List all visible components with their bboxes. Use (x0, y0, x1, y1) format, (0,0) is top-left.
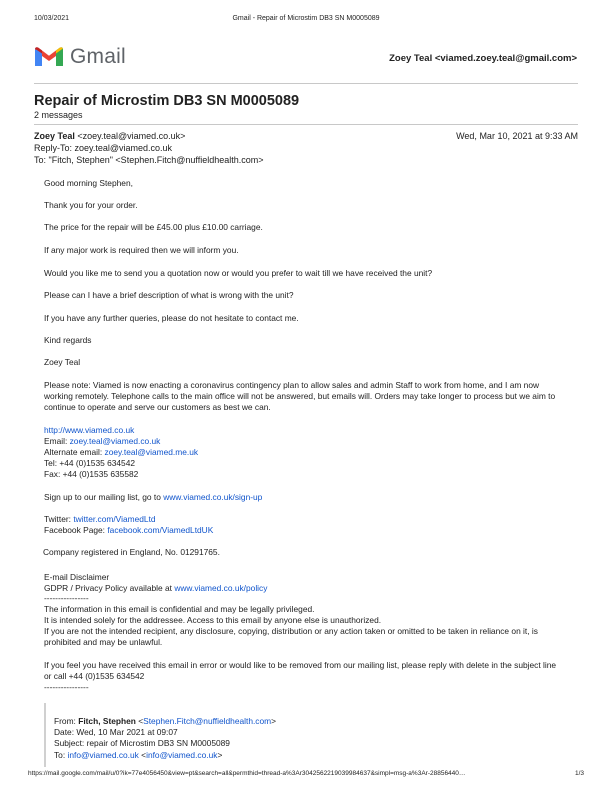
disclaimer-line: It is intended solely for the addressee. Access to this email by anyone else is unauthorized. (44, 615, 382, 625)
facebook-label: Facebook Page: (44, 525, 108, 535)
alt-email-label: Alternate email: (44, 447, 105, 457)
email-label: Email: (44, 436, 70, 446)
body-paragraph: Thank you for your order. (44, 200, 138, 210)
print-title: Gmail - Repair of Microstim DB3 SN M0005089 (232, 15, 380, 22)
header-divider (34, 83, 578, 84)
sender-email: <zoey.teal@viamed.co.uk> (77, 131, 186, 141)
quote-bar (44, 703, 46, 767)
signup-link[interactable]: www.viamed.co.uk/sign-up (163, 492, 263, 502)
disclaimer-title: E-mail Disclaimer (44, 572, 110, 582)
gmail-wordmark: Gmail (70, 45, 126, 68)
body-paragraph: If any major work is required then we will inform you. (44, 245, 239, 255)
facebook-link[interactable]: facebook.com/ViamedLtdUK (107, 525, 214, 535)
sign-off: Kind regards (44, 335, 92, 345)
signup-label: Sign up to our mailing list, go to (44, 492, 164, 502)
body-paragraph: Please can I have a brief description of what is wrong with the unit? (44, 290, 294, 300)
email-link[interactable]: zoey.teal@viamed.co.uk (69, 436, 161, 446)
disclaimer-line: The information in this email is confidential and may be legally privileged. (44, 604, 315, 614)
website-link[interactable]: http://www.viamed.co.uk (44, 425, 135, 435)
sender-name: Zoey Teal (34, 131, 75, 141)
quoted-from-name: Fitch, Stephen (78, 716, 136, 726)
quoted-subject: Subject: repair of Microstim DB3 SN M0005089 (54, 738, 230, 748)
alt-email-link[interactable]: zoey.teal@viamed.me.uk (104, 447, 199, 457)
account-email: Zoey Teal <viamed.zoey.teal@gmail.com> (389, 53, 577, 64)
covid-note: Please note: Viamed is now enacting a coronavirus contingency plan to allow sales and admin Staff to work from home, and I am now working remotely. Telephone calls to the main office will not be answered, but emails will. Orders may take longer to process but we aim to continue to operate and serve our customers as best we can. (44, 380, 556, 412)
greeting: Good morning Stephen, (44, 178, 133, 188)
quoted-to-label: To: (54, 750, 68, 760)
body-paragraph: The price for the repair will be £45.00 plus £10.00 carriage. (44, 222, 263, 232)
disclaimer-line: If you are not the intended recipient, any disclosure, copying, distribution or any action taken or omitted to be taken in reliance on it, is prohibited and may be unlawful. (44, 626, 538, 647)
recipient: To: "Fitch, Stephen" <Stephen.Fitch@nuffieldhealth.com> (34, 155, 264, 165)
message-count: 2 messages (34, 110, 83, 120)
telephone: Tel: +44 (0)1535 634542 (44, 458, 136, 468)
reply-to: Reply-To: zoey.teal@viamed.co.uk (34, 143, 173, 153)
print-date: 10/03/2021 (34, 15, 70, 22)
quoted-to-email-2[interactable]: info@viamed.co.uk (146, 750, 218, 760)
twitter-link[interactable]: twitter.com/ViamedLtd (73, 514, 156, 524)
twitter-label: Twitter: (44, 514, 74, 524)
footer-url: https://mail.google.com/mail/u/0?ik=77e4056450&view=pt&search=all&permthid=thread-a%3Ar3042562219039984637&simpl=msg-a%3Ar-28856440… (28, 770, 466, 778)
page-number: 1/3 (574, 770, 584, 778)
quoted-to-email[interactable]: info@viamed.co.uk (67, 750, 139, 760)
gdpr-label: GDPR / Privacy Policy available at (44, 583, 175, 593)
quoted-from-email[interactable]: Stephen.Fitch@nuffieldhealth.com (143, 716, 272, 726)
fax: Fax: +44 (0)1535 635582 (44, 469, 139, 479)
subject-divider (34, 124, 578, 125)
dashes: ---------------- (44, 682, 89, 692)
disclaimer-line: If you feel you have received this email in error or would like to be removed from our mailing list, please reply with delete in the subject line or call +44 (0)1535 634542 (44, 660, 557, 681)
quoted-date: Date: Wed, 10 Mar 2021 at 09:07 (54, 727, 178, 737)
gmail-m-icon (34, 45, 64, 68)
dashes: ---------------- (44, 593, 89, 603)
gmail-logo[interactable] (34, 44, 126, 69)
quoted-from-label: From: (54, 716, 79, 726)
gdpr-link[interactable]: www.viamed.co.uk/policy (174, 583, 268, 593)
message-date: Wed, Mar 10, 2021 at 9:33 AM (456, 131, 578, 141)
body-paragraph: Would you like me to send you a quotation now or would you prefer to wait till we have received the unit? (44, 268, 433, 278)
signature-name: Zoey Teal (44, 357, 81, 367)
thread-subject: Repair of Microstim DB3 SN M0005089 (34, 93, 300, 109)
body-paragraph: If you have any further queries, please do not hesitate to contact me. (44, 313, 299, 323)
sender (34, 131, 185, 142)
company-registration: Company registered in England, No. 01291765. (43, 547, 220, 557)
